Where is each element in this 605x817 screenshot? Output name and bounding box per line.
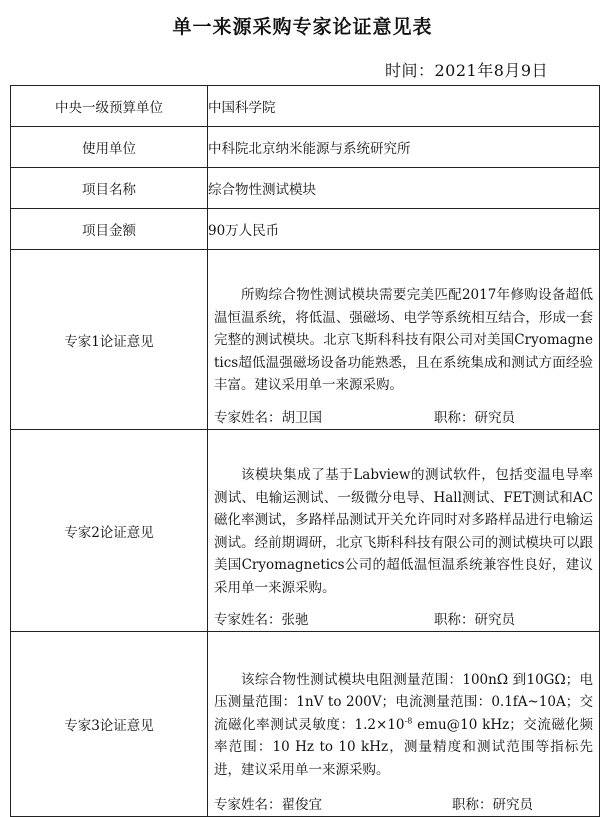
table-row xyxy=(11,86,600,127)
table-row xyxy=(11,250,600,430)
expert-3-opinion-cell xyxy=(208,632,600,817)
table-row xyxy=(11,209,600,250)
form-date: 时间：2021年8月9日 xyxy=(385,61,549,80)
expert-3-position: 职称：研究员 xyxy=(452,797,533,813)
expert-3-opinion-text xyxy=(208,667,599,782)
expert-3-name: 专家姓名：翟俊宜 xyxy=(214,797,322,813)
field-value-budget-unit: 中国科学院 xyxy=(208,86,600,127)
table-row xyxy=(11,127,600,168)
table-row xyxy=(11,430,600,632)
field-label-user-unit: 使用单位 xyxy=(11,127,208,168)
expert-1-name: 专家姓名：胡卫国 xyxy=(214,410,322,426)
expert-1-opinion-cell xyxy=(208,250,600,430)
expert-1-opinion-text: 所购综合物性测试模块需要完美匹配2017年修购设备超低温恒温系统，将低温、强磁场、电学等系统相互结合，形成一套完整的测试模块。北京飞斯科科技有限公司对美国Cryomagnetics超低温强磁场设备功能熟悉，且在系统集成和测试方面经验丰富。建议采用单一来源采购。 xyxy=(214,287,593,394)
field-label-project-name: 项目名称 xyxy=(11,168,208,209)
opinion-form-table xyxy=(10,85,600,817)
expert-2-label: 专家2论证意见 xyxy=(11,430,208,632)
table-row xyxy=(11,168,600,209)
expert-1-position: 职称：研究员 xyxy=(434,410,515,426)
field-value-user-unit: 中科院北京纳米能源与系统研究所 xyxy=(208,127,600,168)
field-label-budget-unit: 中央一级预算单位 xyxy=(11,86,208,127)
expert-3-text-exponent: -8 xyxy=(404,716,413,726)
expert-1-label: 专家1论证意见 xyxy=(11,250,208,430)
expert-2-opinion-cell xyxy=(208,430,600,632)
expert-2-opinion-text: 该模块集成了基于Labview的测试软件，包括变温电导率测试、电输运测试、一级微分电导、Hall测试、FET测试和AC磁化率测试，多路样品测试开关允许同时对多路样品进行电输运测试。经前期调研，北京飞斯科科技有限公司的测试模块可以跟美国Cryomagnetics公司的超低温恒温系统兼容性良好，建议采用单一来源采购。 xyxy=(214,467,593,596)
field-value-project-amount: 90万人民币 xyxy=(208,209,600,250)
expert-2-name: 专家姓名：张驰 xyxy=(214,612,309,628)
field-label-project-amount: 项目金额 xyxy=(11,209,208,250)
form-title: 单一来源采购专家论证意见表 xyxy=(172,16,433,38)
expert-3-text-part-2: emu@10 kHz；交流磁化频率范围：10 Hz to 10 kHz，测量精度和测试范围等指标先进，建议采用单一来源采购。 xyxy=(214,716,594,778)
expert-2-position: 职称：研究员 xyxy=(434,612,515,628)
table-row xyxy=(11,632,600,817)
expert-3-label: 专家3论证意见 xyxy=(11,632,208,817)
field-value-project-name: 综合物性测试模块 xyxy=(208,168,600,209)
expert-3-text-part-1: 该综合物性测试模块电阻测量范围：100nΩ 到10GΩ；电压测量范围：1nV to 200V；电流测量范围：0.1fA~10A；交流磁化率测试灵敏度：1.2×10 xyxy=(214,671,593,733)
